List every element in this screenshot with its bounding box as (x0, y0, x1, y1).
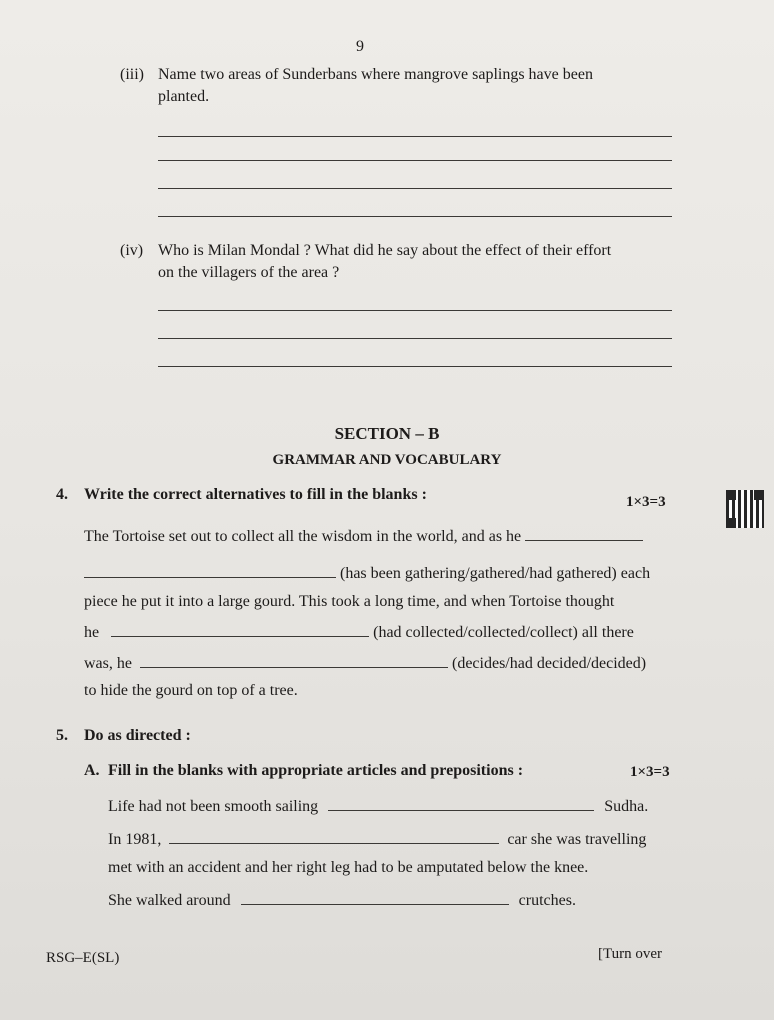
fill-text: She walked around (108, 892, 231, 909)
question-text: Name two areas of Sunderbans where mangrove saplings have been (158, 66, 593, 83)
turn-over: [Turn over (598, 946, 663, 962)
answer-line[interactable] (158, 338, 672, 339)
fill-line-3: met with an accident and her right leg had to be amputated below the knee. (108, 859, 589, 876)
answer-line[interactable] (158, 160, 672, 161)
answer-line[interactable] (158, 216, 672, 217)
passage-text: (decides/had decided/decided) (451, 655, 647, 672)
fill-text: car she was travelling (507, 831, 647, 848)
passage-line-3: piece he put it into a large gourd. This took a long time, and when Tortoise thought (84, 593, 615, 610)
fill-line-4 (108, 890, 576, 910)
question-4-heading: Write the correct alternatives to fill in the blanks : (84, 486, 427, 503)
question-text: Who is Milan Mondal ? What did he say about the effect of their effort (158, 242, 612, 259)
question-text-cont: on the villagers of the area ? (158, 264, 340, 281)
part-a-label: A. (84, 762, 100, 779)
question-text-cont: planted. (158, 88, 210, 105)
question-number: (iii) (120, 66, 144, 83)
fill-text: crutches. (518, 892, 576, 909)
passage-text: The Tortoise set out to collect all the wisdom in the world, and as he (84, 528, 522, 545)
blank-2[interactable] (111, 622, 369, 637)
blank-a2[interactable] (169, 829, 499, 844)
fill-text: In 1981, (108, 831, 162, 848)
part-a-marks: 1×3=3 (630, 764, 670, 780)
answer-line[interactable] (158, 188, 672, 189)
question-number: (iv) (120, 242, 144, 259)
part-a-heading: Fill in the blanks with appropriate articles and prepositions : (108, 762, 524, 779)
blank-3[interactable] (140, 653, 448, 668)
blank-1[interactable] (525, 526, 643, 541)
passage-line-5 (84, 653, 646, 673)
question-5-number: 5. (56, 727, 68, 744)
fill-line-2 (108, 829, 646, 849)
fill-text: Sudha. (604, 798, 649, 815)
passage-text: he (84, 624, 100, 641)
question-4-number: 4. (56, 486, 68, 503)
passage-text: was, he (84, 655, 132, 672)
fill-line-1 (108, 796, 648, 816)
page-number: 9 (356, 38, 364, 55)
qr-code-icon (726, 490, 764, 528)
answer-line[interactable] (158, 310, 672, 311)
section-subtitle: GRAMMAR AND VOCABULARY (272, 452, 502, 468)
blank-a1[interactable] (328, 796, 594, 811)
passage-line-4 (84, 622, 634, 642)
passage-text: (has been gathering/gathered/had gathered) each (340, 565, 651, 582)
fill-text: Life had not been smooth sailing (108, 798, 319, 815)
answer-line[interactable] (158, 136, 672, 137)
question-iv (120, 240, 680, 284)
question-4-marks: 1×3=3 (626, 494, 666, 510)
question-iii (120, 64, 680, 108)
passage-text: (had collected/collected/collect) all there (373, 624, 634, 641)
passage-line-6: to hide the gourd on top of a tree. (84, 682, 298, 699)
section-title: SECTION – B (334, 424, 440, 443)
question-5-heading: Do as directed : (84, 727, 191, 744)
answer-line[interactable] (158, 366, 672, 367)
paper-code: RSG–E(SL) (46, 950, 120, 966)
blank-1-cont[interactable] (84, 563, 336, 578)
passage-line-1 (84, 526, 643, 546)
blank-a3[interactable] (241, 890, 509, 905)
passage-line-2 (84, 563, 650, 583)
